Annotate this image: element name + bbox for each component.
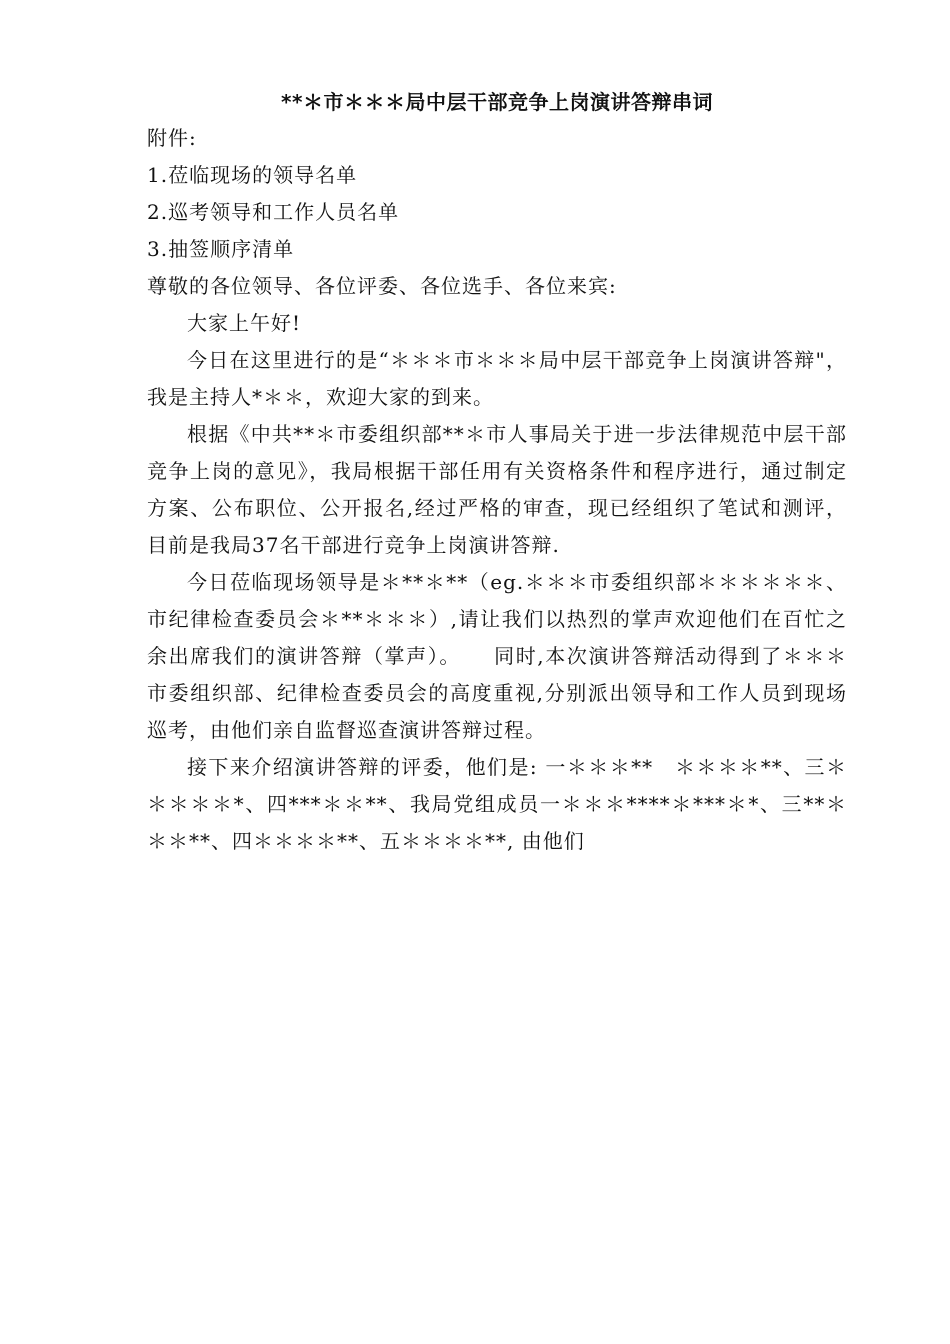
intro-paragraph: 今日在这里进行的是“＊＊＊市＊＊＊局中层干部竞争上岗演讲答辩"，我是主持人*＊＊，欢迎大家的到来。 — [147, 348, 847, 409]
greeting-paragraph: 大家上午好! — [187, 311, 302, 335]
attachment-item-3: 3.抽签顺序清单 — [147, 237, 295, 261]
document-title: **＊市＊＊＊局中层干部竞争上岗演讲答辩串词 — [281, 90, 713, 114]
basis-paragraph: 根据《中共**＊市委组织部**＊市人事局关于进一步法律规范中层干部竞争上岗的意见》，我局根据干部任用有关资格条件和程序进行，通过制定方案、公布职位、公开报名,经过严格的审查，现已经组织了笔试和测评，目前是我局37名干部进行竞争上岗演讲答辩. — [147, 422, 847, 557]
leaders-paragraph: 今日莅临现场领导是＊**＊**（eg.＊＊＊市委组织部＊＊＊＊＊＊、市纪律检查委员会＊**＊＊＊）,请让我们以热烈的掌声欢迎他们在百忙之余出席我们的演讲答辩（掌声）。 同时,本次演讲答辩活动得到了＊＊＊市委组织部、纪律检查委员会的高度重视,分别派出领导和工作人员到现场巡考，由他们亲自监督巡查演讲答辩过程。 — [147, 570, 847, 742]
attachment-item-2: 2.巡考领导和工作人员名单 — [147, 200, 400, 224]
document-page — [147, 84, 847, 860]
judges-paragraph: 接下来介绍演讲答辩的评委，他们是: 一＊＊＊** ＊＊＊＊**、三＊＊＊＊＊*、四***＊＊**、我局党组成员一＊＊＊****＊***＊*、三**＊＊＊**、四＊＊＊＊**、五＊＊＊＊**, 由他们 — [147, 755, 847, 853]
attachment-heading: 附件: — [147, 126, 197, 150]
salutation: 尊敬的各位领导、各位评委、各位选手、各位来宾: — [147, 274, 617, 298]
attachment-item-1: 1.莅临现场的领导名单 — [147, 163, 358, 187]
